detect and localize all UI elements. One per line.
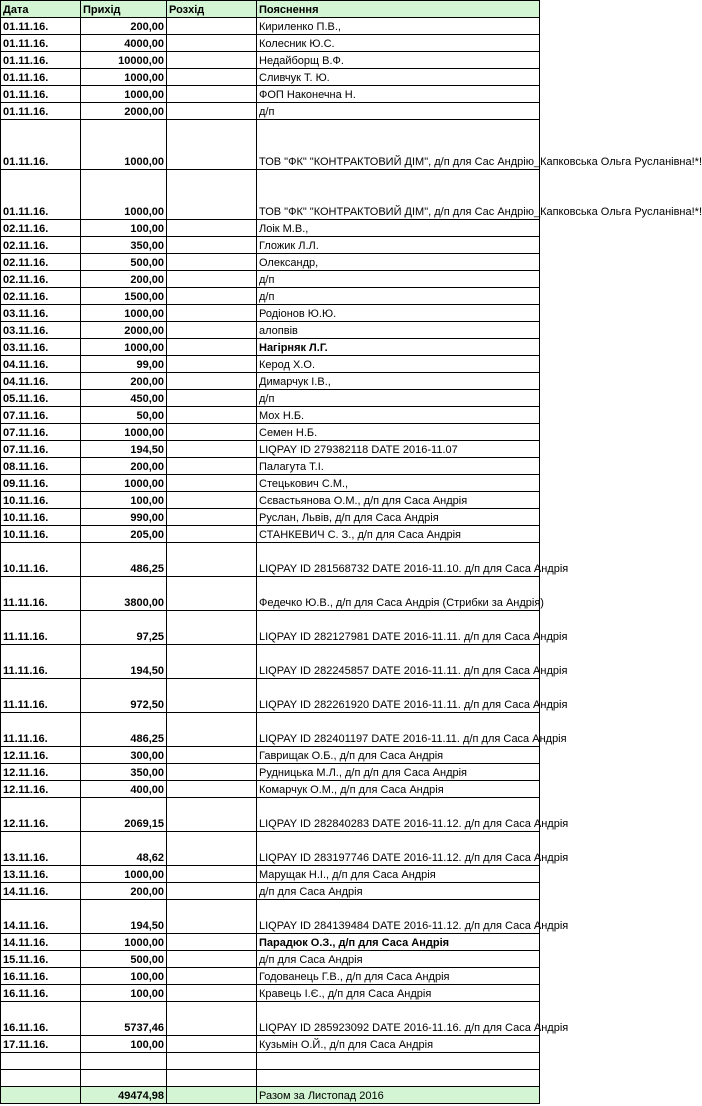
cell-date[interactable]: 09.11.16. [1,475,81,492]
cell-expense[interactable] [167,1053,257,1070]
cell-income[interactable]: 205,00 [81,526,167,543]
header-date[interactable]: Дата [1,1,81,18]
cell-income[interactable]: 486,25 [81,713,167,747]
cell-date[interactable] [1,1053,81,1070]
cell-note[interactable]: ТОВ "ФК" "КОНТРАКТОВИЙ ДІМ", д/п для Сас Андрію_Капковська Ольга Русланівна!*! [257,170,540,220]
cell-income[interactable]: 500,00 [81,951,167,968]
cell-date[interactable]: 01.11.16. [1,52,81,69]
cell-income[interactable]: 50,00 [81,407,167,424]
cell-date[interactable]: 04.11.16. [1,373,81,390]
cell-note[interactable]: алопвів [257,322,540,339]
table-row [1,900,540,934]
cell-income[interactable]: 100,00 [81,968,167,985]
cell-date[interactable]: 02.11.16. [1,254,81,271]
cell-income[interactable]: 194,50 [81,900,167,934]
cell-date[interactable]: 12.11.16. [1,798,81,832]
cell-expense[interactable] [167,509,257,526]
cell-date[interactable]: 10.11.16. [1,509,81,526]
cell-note[interactable]: Димарчук І.В., [257,373,540,390]
cell-expense[interactable] [167,883,257,900]
table-row [1,1036,540,1053]
table-row [1,35,540,52]
cell-note[interactable] [257,1070,540,1087]
cell-note[interactable]: Кузьмін О.Й., д/п для Саса Андрія [257,1036,540,1053]
table-row [1,103,540,120]
cell-expense[interactable] [167,798,257,832]
cell-date[interactable]: 02.11.16. [1,237,81,254]
cell-income[interactable]: 1000,00 [81,120,167,170]
cell-expense[interactable] [167,526,257,543]
cell-date[interactable]: 01.11.16. [1,18,81,35]
table-row [1,747,540,764]
cell-note[interactable]: LIQPAY ID 279382118 DATE 2016-11.07 [257,441,540,458]
cell-date[interactable]: 01.11.16. [1,35,81,52]
cell-expense[interactable] [167,645,257,679]
cell-income[interactable]: 1000,00 [81,69,167,86]
cell-note[interactable]: Колесник Ю.С. [257,35,540,52]
table-row [1,254,540,271]
cell-income[interactable]: 99,00 [81,356,167,373]
cell-note[interactable]: Семен Н.Б. [257,424,540,441]
total-date[interactable] [1,1087,81,1104]
cell-expense[interactable] [167,832,257,866]
total-expense[interactable] [167,1087,257,1104]
table-row [1,120,540,170]
cell-note[interactable]: д/п [257,390,540,407]
cell-expense[interactable] [167,985,257,1002]
table-row [1,968,540,985]
table-row [1,985,540,1002]
cell-note[interactable]: LIQPAY ID 282127981 DATE 2016-11.11. д/п для Саса Андрія [257,611,540,645]
cell-date[interactable]: 01.11.16. [1,69,81,86]
cell-note[interactable]: Палагута Т.І. [257,458,540,475]
table-row [1,543,540,577]
cell-income[interactable]: 4000,00 [81,35,167,52]
cell-income[interactable]: 100,00 [81,985,167,1002]
cell-income[interactable]: 1500,00 [81,288,167,305]
cell-expense[interactable] [167,747,257,764]
cell-income[interactable]: 1000,00 [81,866,167,883]
cell-note[interactable]: Руслан, Львів, д/п для Саса Андрія [257,509,540,526]
cell-note[interactable]: Мох Н.Б. [257,407,540,424]
cell-date[interactable]: 12.11.16. [1,747,81,764]
cell-expense[interactable] [167,305,257,322]
cell-income[interactable]: 1000,00 [81,86,167,103]
cell-income[interactable]: 1000,00 [81,170,167,220]
cell-expense[interactable] [167,407,257,424]
cell-date[interactable]: 11.11.16. [1,713,81,747]
table-row [1,424,540,441]
cell-date[interactable]: 07.11.16. [1,407,81,424]
cell-note[interactable]: Лоік М.В., [257,220,540,237]
cell-note[interactable]: д/п [257,288,540,305]
cell-expense[interactable] [167,103,257,120]
table-row [1,458,540,475]
total-note[interactable]: Разом за Листопад 2016 [257,1087,540,1104]
cell-income[interactable]: 1000,00 [81,475,167,492]
cell-income[interactable]: 400,00 [81,781,167,798]
cell-date[interactable]: 01.11.16. [1,170,81,220]
cell-income[interactable]: 100,00 [81,220,167,237]
cell-expense[interactable] [167,968,257,985]
cell-note[interactable]: ТОВ "ФК" "КОНТРАКТОВИЙ ДІМ", д/п для Сас Андрію_Капковська Ольга Русланівна!*! [257,120,540,170]
blank-row [1,1053,540,1070]
cell-income[interactable]: 500,00 [81,254,167,271]
cell-expense[interactable] [167,35,257,52]
cell-note[interactable]: СТАНКЕВИЧ С. З., д/п для Саса Андрія [257,526,540,543]
cell-income[interactable]: 2000,00 [81,103,167,120]
table-row [1,645,540,679]
cell-expense[interactable] [167,390,257,407]
cell-income[interactable]: 1000,00 [81,339,167,356]
table-body [1,18,702,1104]
cell-note[interactable]: Сливчук Т. Ю. [257,69,540,86]
cell-income[interactable]: 200,00 [81,458,167,475]
cell-date[interactable]: 02.11.16. [1,288,81,305]
cell-income[interactable]: 97,25 [81,611,167,645]
cell-income[interactable] [81,1053,167,1070]
table-row [1,86,540,103]
cell-income[interactable]: 200,00 [81,883,167,900]
cell-note[interactable]: Родіонов Ю.Ю. [257,305,540,322]
cell-note[interactable]: д/п для Саса Андрія [257,883,540,900]
cell-date[interactable]: 10.11.16. [1,492,81,509]
cell-expense[interactable] [167,577,257,611]
cell-expense[interactable] [167,86,257,103]
table-row [1,713,540,747]
cell-income[interactable]: 100,00 [81,492,167,509]
cell-income[interactable]: 1000,00 [81,305,167,322]
header-expense[interactable]: Розхід [167,1,257,18]
cell-expense[interactable] [167,441,257,458]
cell-income[interactable]: 3800,00 [81,577,167,611]
cell-date[interactable]: 11.11.16. [1,679,81,713]
cell-income[interactable]: 300,00 [81,747,167,764]
cell-note[interactable]: Годованець Г.В., д/п для Саса Андрія [257,968,540,985]
table-row [1,52,540,69]
cell-note[interactable]: LIQPAY ID 284139484 DATE 2016-11.12. д/п для Саса Андрія [257,900,540,934]
cell-expense[interactable] [167,1002,257,1036]
table-row [1,305,540,322]
cell-date[interactable]: 02.11.16. [1,220,81,237]
cell-note[interactable]: LIQPAY ID 282261920 DATE 2016-11.11. д/п для Саса Андрія [257,679,540,713]
table-row [1,373,540,390]
cell-date[interactable]: 01.11.16. [1,120,81,170]
cell-expense[interactable] [167,69,257,86]
cell-expense[interactable] [167,458,257,475]
cell-note[interactable]: Стецькович С.М., [257,475,540,492]
cell-expense[interactable] [167,866,257,883]
cell-income[interactable]: 194,50 [81,441,167,458]
table-row [1,951,540,968]
table-row [1,170,540,220]
cell-expense[interactable] [167,220,257,237]
cell-note[interactable]: Гложик Л.Л. [257,237,540,254]
cell-date[interactable]: 16.11.16. [1,985,81,1002]
table-row [1,509,540,526]
cell-income[interactable]: 200,00 [81,18,167,35]
cell-date[interactable]: 04.11.16. [1,356,81,373]
table-row [1,220,540,237]
cell-income[interactable]: 1000,00 [81,934,167,951]
cell-date[interactable]: 02.11.16. [1,271,81,288]
cell-date[interactable]: 13.11.16. [1,832,81,866]
cell-income[interactable]: 350,00 [81,764,167,781]
cell-income[interactable]: 1000,00 [81,424,167,441]
total-income[interactable]: 49474,98 [81,1087,167,1104]
table-row [1,475,540,492]
cell-note[interactable]: д/п [257,271,540,288]
table-row [1,798,540,832]
cell-expense[interactable] [167,611,257,645]
cell-expense[interactable] [167,679,257,713]
cell-note[interactable]: LIQPAY ID 282401197 DATE 2016-11.11. д/п для Саса Андрія [257,713,540,747]
table-row [1,611,540,645]
cell-income[interactable]: 2000,00 [81,322,167,339]
cell-note[interactable]: ФОП Наконечна Н. [257,86,540,103]
table-row [1,577,540,611]
cell-date[interactable]: 01.11.16. [1,103,81,120]
cell-note[interactable]: Комарчук О.М., д/п для Саса Андрія [257,781,540,798]
cell-date[interactable]: 14.11.16. [1,934,81,951]
cell-note[interactable]: Парадюк О.З., д/п для Саса Андрія [257,934,540,951]
cell-date[interactable]: 15.11.16. [1,951,81,968]
table-row [1,390,540,407]
cell-date[interactable]: 13.11.16. [1,866,81,883]
table-row [1,322,540,339]
table-row [1,288,540,305]
cell-date[interactable]: 14.11.16. [1,883,81,900]
cell-income[interactable]: 200,00 [81,271,167,288]
cell-note[interactable]: Рудницька М.Л., д/п д/п для Саса Андрія [257,764,540,781]
table-row [1,237,540,254]
cell-expense[interactable] [167,288,257,305]
cell-date[interactable]: 07.11.16. [1,441,81,458]
table-row [1,934,540,951]
cell-expense[interactable] [167,424,257,441]
cell-expense[interactable] [167,18,257,35]
cell-date[interactable]: 07.11.16. [1,424,81,441]
cell-expense[interactable] [167,52,257,69]
cell-note[interactable]: Кравець І.Є., д/п для Саса Андрія [257,985,540,1002]
cell-expense[interactable] [167,764,257,781]
cell-income[interactable]: 990,00 [81,509,167,526]
cell-note[interactable] [257,1053,540,1070]
cell-date[interactable]: 01.11.16. [1,86,81,103]
cell-expense[interactable] [167,1036,257,1053]
cell-expense[interactable] [167,356,257,373]
header-income[interactable]: Прихід [81,1,167,18]
cell-income[interactable]: 48,62 [81,832,167,866]
cell-date[interactable]: 11.11.16. [1,645,81,679]
cell-note[interactable]: Нагірняк Л.Г. [257,339,540,356]
cell-expense[interactable] [167,900,257,934]
table-row [1,492,540,509]
cell-date[interactable]: 11.11.16. [1,611,81,645]
cell-income[interactable]: 100,00 [81,1036,167,1053]
cell-expense[interactable] [167,781,257,798]
cell-date[interactable]: 14.11.16. [1,900,81,934]
cell-date[interactable] [1,1070,81,1087]
table-row [1,526,540,543]
cell-note[interactable]: LIQPAY ID 281568732 DATE 2016-11.10. д/п для Саса Андрія [257,543,540,577]
blank-row [1,1070,540,1087]
cell-date[interactable]: 10.11.16. [1,543,81,577]
cell-date[interactable]: 08.11.16. [1,458,81,475]
cell-income[interactable]: 450,00 [81,390,167,407]
header-row [1,1,540,18]
cell-expense[interactable] [167,170,257,220]
cell-date[interactable]: 16.11.16. [1,1002,81,1036]
table-row [1,1002,540,1036]
cell-expense[interactable] [167,237,257,254]
cell-note[interactable]: д/п для Саса Андрія [257,951,540,968]
cell-income[interactable]: 5737,46 [81,1002,167,1036]
cell-income[interactable]: 200,00 [81,373,167,390]
cell-note[interactable]: Сєвастьянова О.М., д/п для Саса Андрія [257,492,540,509]
cell-date[interactable]: 12.11.16. [1,764,81,781]
cell-income[interactable]: 2069,15 [81,798,167,832]
cell-expense[interactable] [167,271,257,288]
cell-date[interactable]: 12.11.16. [1,781,81,798]
cell-date[interactable]: 16.11.16. [1,968,81,985]
cell-expense[interactable] [167,543,257,577]
cell-note[interactable]: Керод Х.О. [257,356,540,373]
cell-income[interactable]: 486,25 [81,543,167,577]
cell-expense[interactable] [167,322,257,339]
cell-expense[interactable] [167,254,257,271]
cell-note[interactable]: Гаврищак О.Б., д/п для Саса Андрія [257,747,540,764]
cell-note[interactable]: Марущак Н.І., д/п для Саса Андрія [257,866,540,883]
cell-expense[interactable] [167,120,257,170]
table-row [1,883,540,900]
table-row [1,407,540,424]
cell-note[interactable]: Недайборщ В.Ф. [257,52,540,69]
cell-note[interactable]: LIQPAY ID 282245857 DATE 2016-11.11. д/п для Саса Андрія [257,645,540,679]
cell-note[interactable]: LIQPAY ID 283197746 DATE 2016-11.12. д/п для Саса Андрія [257,832,540,866]
table-row [1,832,540,866]
cell-date[interactable]: 17.11.16. [1,1036,81,1053]
table-row [1,866,540,883]
cell-income[interactable]: 10000,00 [81,52,167,69]
table-row [1,441,540,458]
cell-expense[interactable] [167,713,257,747]
cell-expense[interactable] [167,339,257,356]
cell-expense[interactable] [167,492,257,509]
cell-expense[interactable] [167,1070,257,1087]
cell-income[interactable] [81,1070,167,1087]
cell-income[interactable]: 972,50 [81,679,167,713]
cell-expense[interactable] [167,475,257,492]
cell-note[interactable]: LIQPAY ID 282840283 DATE 2016-11.12. д/п для Саса Андрія [257,798,540,832]
cell-expense[interactable] [167,373,257,390]
header-note[interactable]: Пояснення [257,1,540,18]
cell-date[interactable]: 03.11.16. [1,339,81,356]
cell-note[interactable]: Кириленко П.В., [257,18,540,35]
table-row [1,781,540,798]
cell-expense[interactable] [167,934,257,951]
cell-note[interactable]: LIQPAY ID 285923092 DATE 2016-11.16. д/п для Саса Андрія [257,1002,540,1036]
cell-date[interactable]: 05.11.16. [1,390,81,407]
table-row [1,679,540,713]
cell-date[interactable]: 10.11.16. [1,526,81,543]
cell-date[interactable]: 11.11.16. [1,577,81,611]
table-row [1,18,540,35]
cell-date[interactable]: 03.11.16. [1,322,81,339]
table-row [1,69,540,86]
total-row [1,1087,540,1104]
cell-income[interactable]: 350,00 [81,237,167,254]
table-row [1,356,540,373]
table-row [1,339,540,356]
cell-expense[interactable] [167,951,257,968]
cell-income[interactable]: 194,50 [81,645,167,679]
table-row [1,271,540,288]
cell-note[interactable]: Олександр, [257,254,540,271]
cell-note[interactable]: Федечко Ю.В., д/п для Саса Андрія (Стрибки за Андрія) [257,577,540,611]
cell-date[interactable]: 03.11.16. [1,305,81,322]
table-row [1,764,540,781]
cell-note[interactable]: д/п [257,103,540,120]
